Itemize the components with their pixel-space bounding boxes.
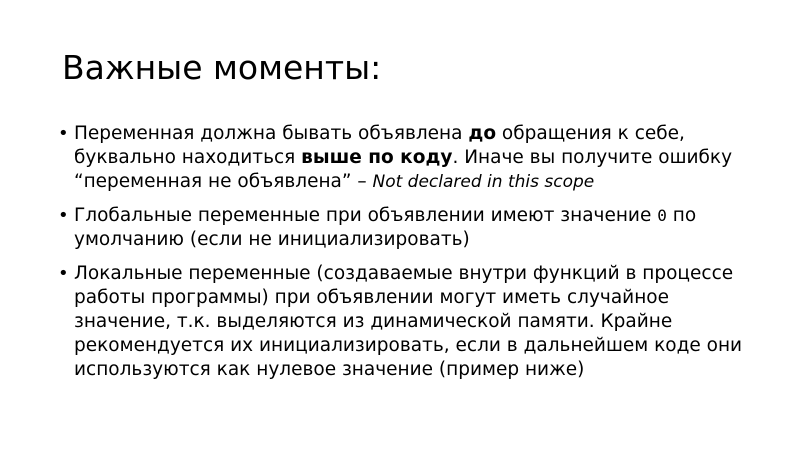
bullet-list	[58, 122, 748, 392]
bullet-text: Переменная должна бывать объявлена	[74, 123, 469, 144]
zero-value-text: 0	[657, 206, 667, 225]
bullet-text: Глобальные переменные при объявлении имеют значение	[74, 205, 658, 226]
bullet-text: по умолчанию (если не инициализировать)	[74, 205, 697, 250]
emphasis-text: до	[468, 123, 497, 144]
bullet-item-local-variables	[58, 262, 748, 382]
emphasis-text: выше по коду	[301, 147, 453, 168]
bullet-marker: •	[58, 123, 69, 144]
slide-title: Важные моменты:	[62, 48, 382, 87]
bullet-item-declaration-order	[58, 122, 748, 194]
bullet-text: Локальные переменные (создаваемые внутри функций в процессе работы программы) при объявлении могут иметь случайное значение, т.к. выделяются из динамической памяти. Крайне рекомендуется их инициализировать, если в дальнейшем коде они используются как нулевое значение (пример ниже)	[74, 263, 743, 380]
bullet-item-global-variables	[58, 204, 748, 252]
bullet-text: обращения к себе, буквально находиться	[74, 123, 685, 168]
error-message-text: Not declared in this scope	[372, 172, 595, 192]
bullet-text: . Иначе вы получите ошибку “переменная не объявлена” –	[74, 147, 733, 192]
bullet-marker: •	[58, 263, 69, 284]
bullet-marker: •	[58, 205, 69, 226]
